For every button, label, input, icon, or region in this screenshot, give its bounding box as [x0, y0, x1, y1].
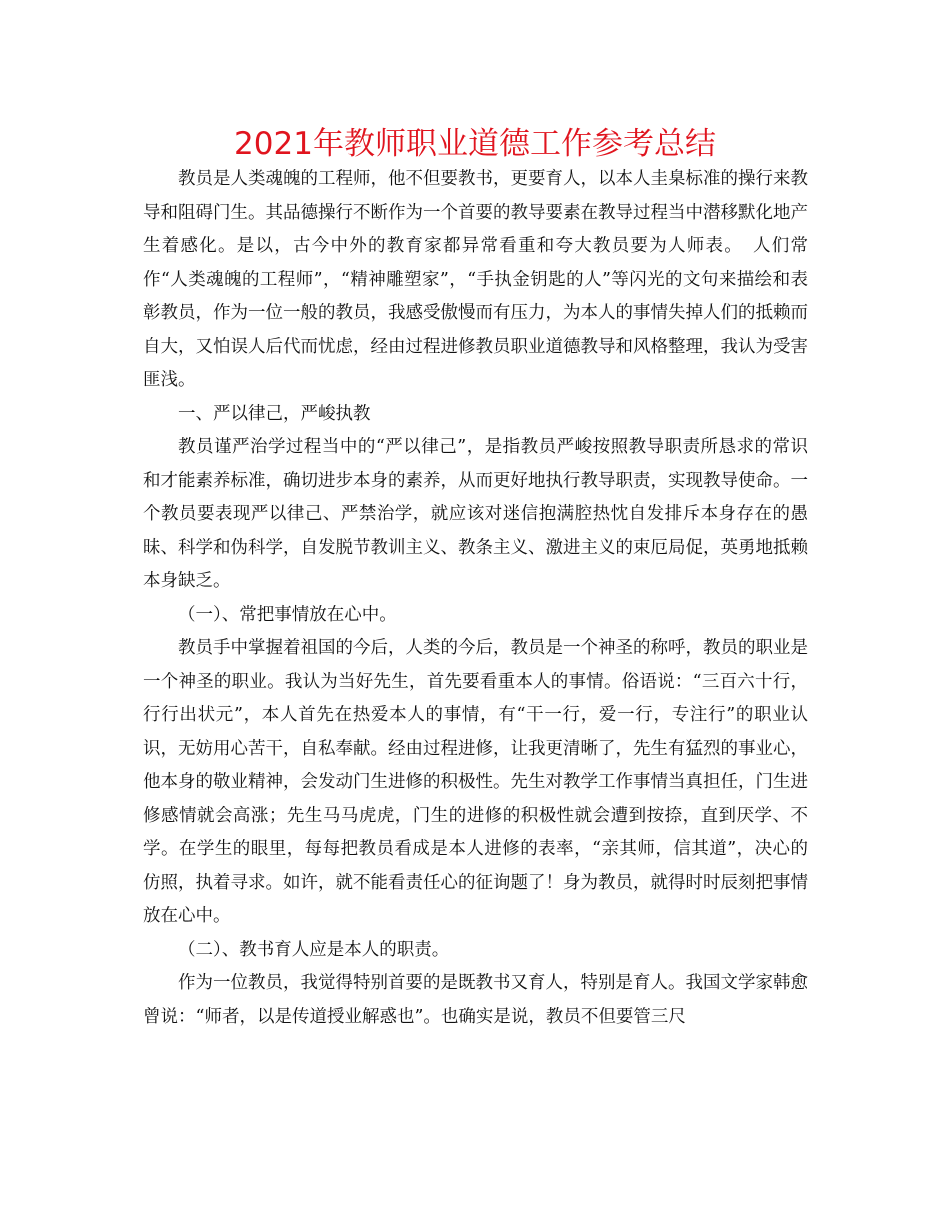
- intro-paragraph: 教员是人类魂魄的工程师，他不但要教书，更要育人，以本人圭臬标准的操行来教导和阻碍门生。其品德操行不断作为一个首要的教导要素在教导过程当中潜移默化地产生着感化。是以，古今中外的教育家都异常看重和夸大教员要为人师表。 人们常作“人类魂魄的工程师”，“精神雕塑家”，“手执金钥匙的人”等闪光的文句来描绘和表彰教员，作为一位一般的教员，我感受傲慢而有压力，为本人的事情失掉人们的抵赖而自大，又怕误人后代而忧虑，经由过程进修教员职业道德教导和风格整理，我认为受害匪浅。: [143, 169, 808, 390]
- section-1-paragraph: 教员谨严治学过程当中的“严以律己”，是指教员严峻按照教导职责所恳求的常识和才能素养标准，确切进步本身的素养，从而更好地执行教导职责，实现教导使命。一个教员要表现严以律己、严禁治学，就应该对迷信抱满腔热忱自发排斥本身存在的愚 昧、科学和伪科学，自发脱节教训主义、教条主义、激进主义的束厄局促，英勇地抵赖本身缺乏。: [143, 437, 808, 591]
- subsection-heading-1: （一）、常把事情放在心中。: [178, 604, 397, 625]
- document-title: 2021年教师职业道德工作参考总结: [234, 126, 716, 162]
- document-body: [143, 163, 808, 1034]
- subsection-2-paragraph: 作为一位教员，我觉得特别首要的是既教书又育人，特别是育人。我国文学家韩愈曾说：“师者，以是传道授业解惑也”。也确实是说，教员不但要管三尺: [143, 973, 808, 1027]
- subsection-1-paragraph: 教员手中掌握着祖国的今后，人类的今后，教员是一个神圣的称呼，教员的职业是一个神圣的职业。我认为当好先生，首先要看重本人的事情。俗语说：“三百六十行，行行出状元”，本人首先在热爱本人的事情，有“干一行，爱一行，专注行”的职业认识，无妨用心苦干，自私奉献。经由过程进修，让我更清晰了，先生有猛烈的事业心，他本身的敬业精神，会发动门生进修的积极性。先生对教学工作事情当真担任，门生进修感情就会高涨；先生马马虎虎，门生的进修的积极性就会遭到按捺，直到厌学、不学。在学生的眼里，每每把教员看成是本人进修的表率，“亲其师，信其道”，决心的仿照，执着寻求。如许，就不能看责任心的征询题了！身为教员，就得时时辰刻把事情放在心中。: [143, 638, 808, 926]
- section-heading-1: 一、严以律己，严峻执教: [178, 403, 371, 424]
- subsection-heading-2: （二）、教书育人应是本人的职责。: [178, 939, 450, 960]
